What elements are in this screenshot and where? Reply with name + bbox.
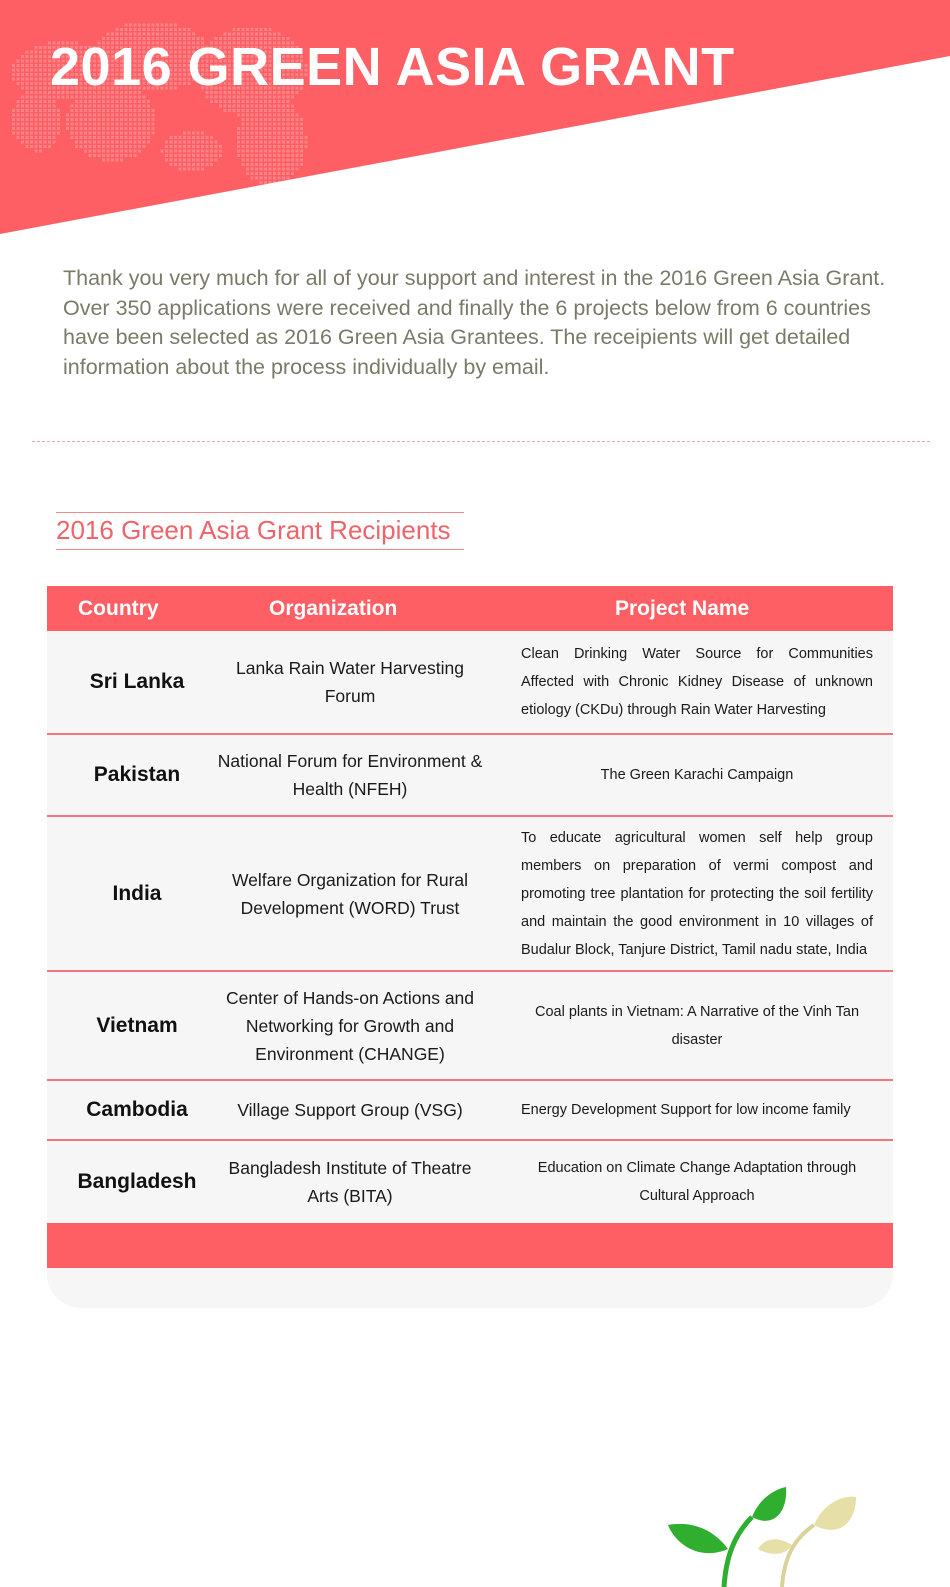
project-text: Energy Development Support for low income family: [521, 1102, 851, 1118]
row-organization: [215, 1081, 485, 1139]
organization-text: Center of Hands-on Actions and Networking for Growth and Environment (CHANGE): [225, 987, 475, 1064]
table-footer-bar: [47, 1223, 893, 1268]
organization-text: Village Support Group (VSG): [237, 1100, 463, 1120]
row-organization: [215, 1141, 485, 1223]
column-header-organization: Organization: [269, 597, 398, 620]
table-row: [47, 735, 893, 817]
organization-text: Bangladesh Institute of Theatre Arts (BITA): [228, 1158, 472, 1206]
table-footer-card: [47, 1268, 893, 1308]
sprout-icon: [664, 1487, 864, 1587]
row-project: [521, 817, 873, 970]
intro-paragraph: Thank you very much for all of your support and interest in the 2016 Green Asia Grant. Over 350 applications were received and finally the 6 projects below from 6 countries have been selected as 2016 Green Asia Grantees. The receipients will get detailed information about the process individually by email.: [63, 266, 886, 379]
header-banner: [0, 0, 950, 240]
row-country: Sri Lanka: [89, 670, 185, 693]
row-country: India: [112, 881, 162, 905]
row-organization: [215, 817, 485, 970]
organization-text: Welfare Organization for Rural Development (WORD) Trust: [231, 869, 469, 918]
row-organization: [215, 631, 485, 733]
project-text: Education on Climate Change Adaptation through Cultural Approach: [537, 1160, 857, 1204]
column-header-country: Country: [78, 597, 159, 620]
column-header-project: Project Name: [615, 597, 750, 620]
table-row: [47, 1081, 893, 1141]
dashed-divider: [32, 441, 930, 442]
table-body: [47, 631, 893, 1223]
row-country: Bangladesh: [77, 1170, 197, 1193]
project-text: Clean Drinking Water Source for Communities Affected with Chronic Kidney Disease of unknown etiology (CKDu) through Rain Water Harvesting: [521, 646, 873, 718]
table-row: [47, 817, 893, 972]
page-title: 2016 GREEN ASIA GRANT: [50, 37, 735, 97]
row-organization: [215, 735, 485, 815]
row-country: Pakistan: [93, 763, 181, 786]
row-project: [521, 1081, 873, 1139]
row-project: [521, 631, 873, 733]
row-project: [521, 735, 873, 815]
row-country: Cambodia: [86, 1098, 188, 1121]
project-text: Coal plants in Vietnam: A Narrative of the Vinh Tan disaster: [534, 1003, 860, 1048]
section-title: 2016 Green Asia Grant Recipients: [56, 512, 464, 550]
project-text: The Green Karachi Campaign: [600, 767, 794, 783]
project-text: To educate agricultural women self help group members on preparation of vermi compost and promoting tree plantation for protecting the soil fertility and maintain the good environment in 10 villages of Budalur Block, Tanjure District, Tamil nadu state, India: [521, 829, 873, 958]
recipients-table: [47, 586, 893, 1308]
row-project: [521, 1141, 873, 1223]
row-country: Vietnam: [96, 1013, 178, 1037]
row-organization: [215, 972, 485, 1079]
table-row: [47, 972, 893, 1081]
row-project: [521, 972, 873, 1079]
table-row: [47, 631, 893, 735]
table-header: [47, 586, 893, 631]
table-row: [47, 1141, 893, 1223]
organization-text: National Forum for Environment & Health (NFEH): [217, 751, 483, 799]
organization-text: Lanka Rain Water Harvesting Forum: [236, 658, 464, 706]
